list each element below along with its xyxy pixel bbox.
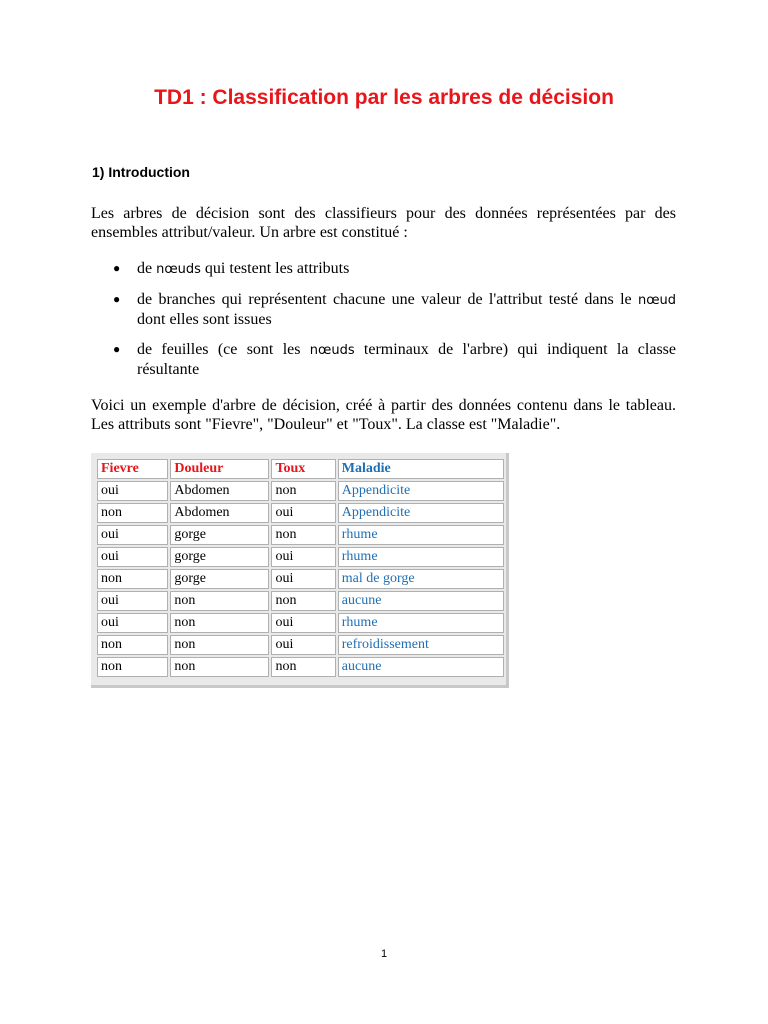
table-cell: oui <box>97 481 168 501</box>
table-row <box>97 635 504 655</box>
table-cell: Appendicite <box>338 481 504 501</box>
table-cell: Abdomen <box>170 481 269 501</box>
table-cell: mal de gorge <box>338 569 504 589</box>
example-paragraph: Voici un exemple d'arbre de décision, créé à partir des données contenu dans le tableau. Les attributs sont "Fievre", "Douleur" et "Toux". La classe est "Maladie". <box>91 397 676 433</box>
table-row <box>97 569 504 589</box>
intro-paragraph: Les arbres de décision sont des classifieurs pour des données représentées par des ensembles attribut/valeur. Un arbre est constitué : <box>91 205 676 241</box>
table-cell: rhume <box>338 613 504 633</box>
header-fievre: Fievre <box>97 459 168 479</box>
table-cell: aucune <box>338 657 504 677</box>
table-cell: non <box>271 481 335 501</box>
bullet-text: de feuilles (ce sont les <box>137 341 310 358</box>
header-douleur: Douleur <box>170 459 269 479</box>
bullet-term: nœuds <box>156 262 201 277</box>
bullet-text: terminaux de l'arbre) qui indiquent la classe résultante <box>137 341 676 378</box>
table-row <box>97 657 504 677</box>
table-row <box>97 613 504 633</box>
table-cell: oui <box>271 635 335 655</box>
table-cell: gorge <box>170 525 269 545</box>
table-cell: Appendicite <box>338 503 504 523</box>
bullet-item <box>91 340 676 379</box>
data-table <box>95 457 506 679</box>
bullet-text: de <box>137 260 157 277</box>
section-heading: 1) Introduction <box>92 164 190 180</box>
table-header-row <box>97 459 504 479</box>
table-cell: non <box>97 503 168 523</box>
table-cell: non <box>170 613 269 633</box>
table-cell: gorge <box>170 547 269 567</box>
table-cell: oui <box>271 503 335 523</box>
page-title: TD1 : Classification par les arbres de décision <box>154 86 614 109</box>
table-cell: non <box>170 591 269 611</box>
data-table-frame <box>91 453 509 688</box>
table-cell: aucune <box>338 591 504 611</box>
table-cell: non <box>97 657 168 677</box>
table-cell: oui <box>271 569 335 589</box>
bullet-text: de branches qui représentent chacune une valeur de l'attribut testé dans le <box>137 291 638 308</box>
page-number: 1 <box>380 948 388 960</box>
table-cell: oui <box>97 591 168 611</box>
table-cell: gorge <box>170 569 269 589</box>
bullet-item <box>91 290 676 329</box>
table-row <box>97 481 504 501</box>
bullet-list <box>91 259 676 379</box>
table-cell: rhume <box>338 547 504 567</box>
header-toux: Toux <box>271 459 335 479</box>
bullet-text: dont elles sont issues <box>137 311 272 328</box>
table-cell: oui <box>271 547 335 567</box>
table-cell: non <box>170 635 269 655</box>
table-cell: non <box>97 569 168 589</box>
table-cell: non <box>97 635 168 655</box>
table-cell: non <box>170 657 269 677</box>
table-cell: oui <box>97 613 168 633</box>
table-cell: refroidissement <box>338 635 504 655</box>
bullet-term: nœuds <box>309 343 355 358</box>
table-cell: oui <box>97 525 168 545</box>
bullet-icon: ● <box>113 292 121 306</box>
bullet-item <box>91 259 676 279</box>
table-cell: Abdomen <box>170 503 269 523</box>
bullet-icon: ● <box>113 261 121 275</box>
bullet-icon: ● <box>113 342 121 356</box>
table-row <box>97 547 504 567</box>
table-cell: non <box>271 591 335 611</box>
table-row <box>97 591 504 611</box>
table-cell: rhume <box>338 525 504 545</box>
table-cell: oui <box>97 547 168 567</box>
table-row <box>97 503 504 523</box>
table-cell: non <box>271 525 335 545</box>
bullet-text: qui testent les attributs <box>200 260 350 277</box>
bullet-term: nœud <box>637 293 676 308</box>
table-cell: non <box>271 657 335 677</box>
table-row <box>97 525 504 545</box>
table-cell: oui <box>271 613 335 633</box>
header-maladie: Maladie <box>338 459 504 479</box>
